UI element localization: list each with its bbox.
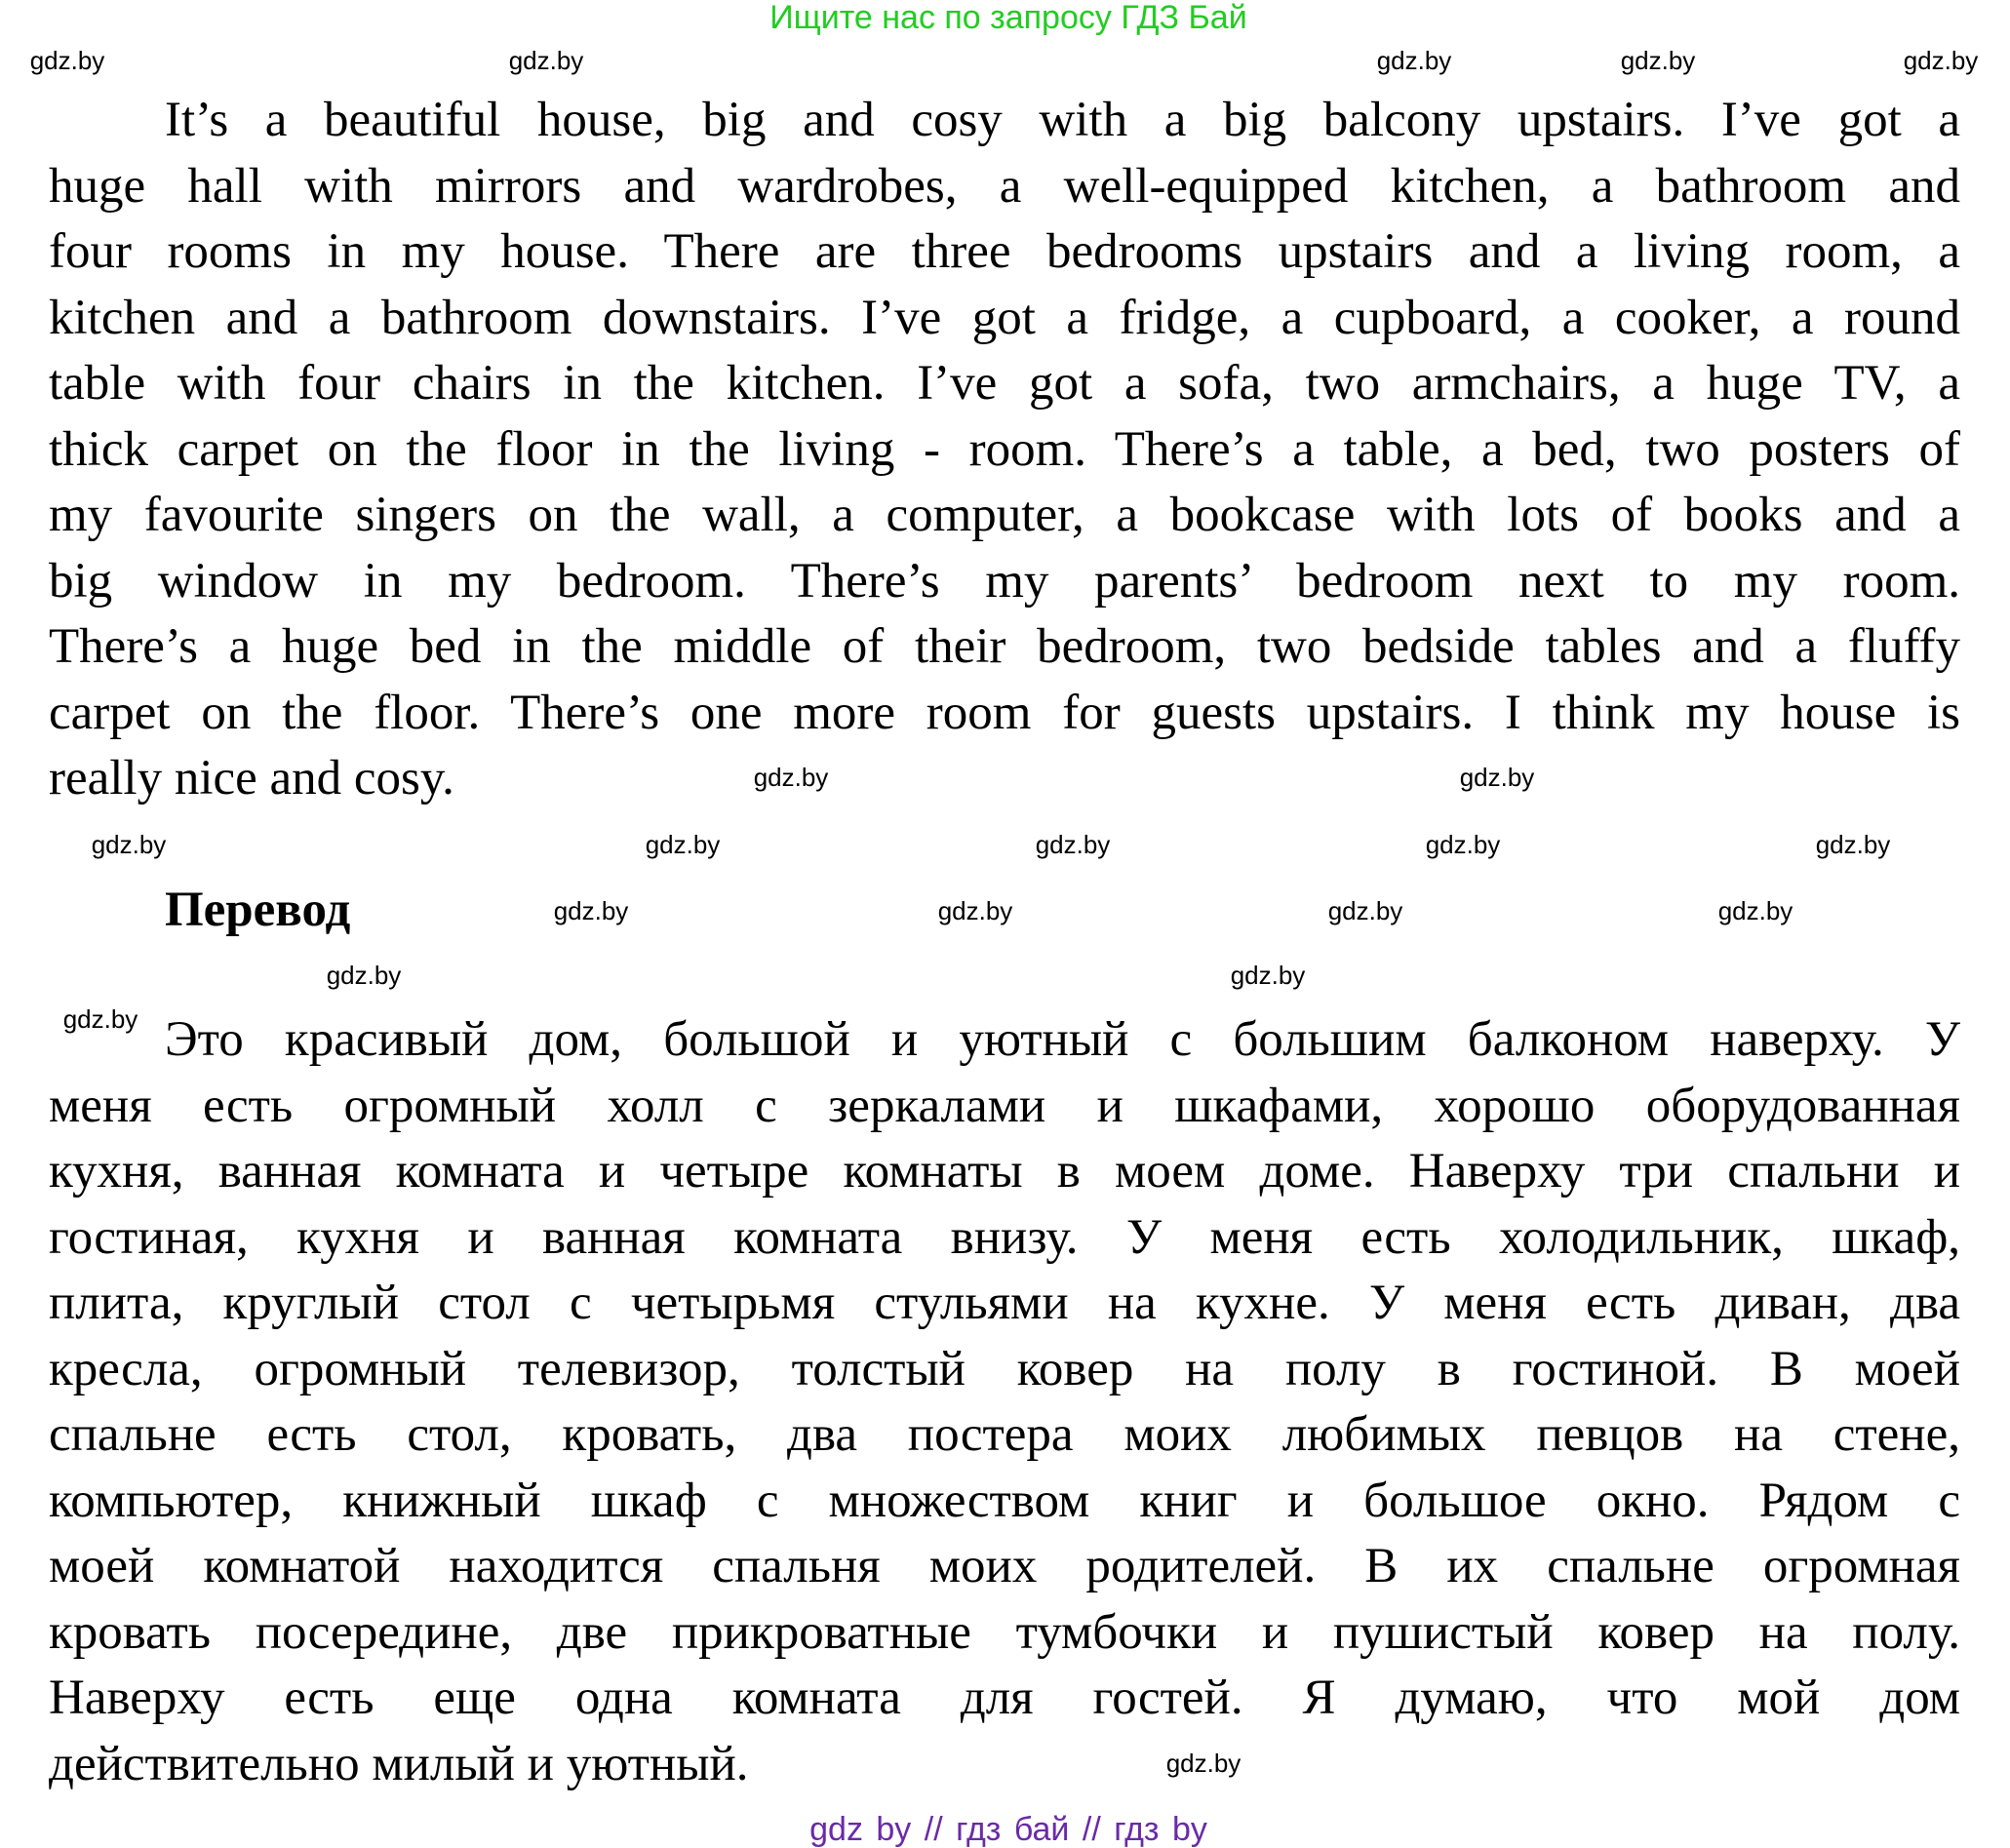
text-line: thick carpet on the floor in the living - room. There’s a table, a bed, two posters of	[49, 421, 1960, 477]
text-line: There’s a huge bed in the middle of their bedroom, two bedside tables and a fluffy	[49, 619, 1960, 674]
watermark: gdz.by	[1035, 830, 1111, 859]
text-line: big window in my bedroom. There’s my parents’ bedroom next to my room.	[49, 553, 1960, 609]
watermark: gdz.by	[1815, 830, 1891, 859]
text-line: Это красивый дом, большой и уютный с большим балконом наверху. У	[165, 1012, 1960, 1067]
watermark: gdz.by	[553, 896, 629, 925]
text-line: плита, круглый стол с четырьмя стульями на кухне. У меня есть диван, два	[49, 1276, 1960, 1330]
text-line: моей комнатой находится спальня моих родителей. В их спальне огромная	[49, 1539, 1960, 1593]
footer-site-links: gdz by // гдз бай // гдз by	[809, 1811, 1207, 1848]
watermark: gdz.by	[1327, 896, 1403, 925]
watermark: gdz.by	[645, 830, 721, 859]
watermark: gdz.by	[1376, 46, 1452, 75]
text-line: really nice and cosy.	[49, 751, 454, 806]
text-line: действительно милый и уютный.	[49, 1736, 749, 1791]
text-line: спальне есть стол, кровать, два постера моих любимых певцов на стене,	[49, 1407, 1960, 1462]
watermark: gdz.by	[1717, 896, 1793, 925]
text-line: кресла, огромный телевизор, толстый ковер на полу в гостиной. В моей	[49, 1341, 1960, 1396]
watermark: gdz.by	[1903, 46, 1979, 75]
text-line: Наверху есть еще одна комната для гостей. Я думаю, что мой дом	[49, 1671, 1960, 1725]
text-line: my favourite singers on the wall, a computer, a bookcase with lots of books and a	[49, 488, 1960, 542]
text-line: меня есть огромный холл с зеркалами и шкафами, хорошо оборудованная	[49, 1078, 1960, 1133]
watermark: gdz.by	[1230, 961, 1306, 990]
text-line: kitchen and a bathroom downstairs. I’ve got a fridge, a cupboard, a cooker, a round	[49, 290, 1960, 345]
text-line: four rooms in my house. There are three bedrooms upstairs and a living room, a	[49, 224, 1960, 279]
text-line: table with four chairs in the kitchen. I’ve got a sofa, two armchairs, a huge TV, a	[49, 356, 1960, 411]
watermark: gdz.by	[753, 763, 829, 792]
text-line: It’s a beautiful house, big and cosy with a big balcony upstairs. I’ve got a	[165, 93, 1960, 147]
watermark: gdz.by	[62, 1004, 138, 1034]
watermark: gdz.by	[508, 46, 584, 75]
watermark: gdz.by	[1620, 46, 1696, 75]
watermark: gdz.by	[937, 896, 1013, 925]
watermark: gdz.by	[1459, 763, 1535, 792]
search-hint-banner: Ищите нас по запросу ГДЗ Бай	[769, 0, 1247, 36]
watermark: gdz.by	[1425, 830, 1501, 859]
translation-heading: Перевод	[165, 883, 351, 937]
text-line: кровать посередине, две прикроватные тумбочки и пушистый ковер на полу.	[49, 1604, 1960, 1660]
watermark: gdz.by	[91, 830, 167, 859]
text-line: huge hall with mirrors and wardrobes, a well-equipped kitchen, a bathroom and	[49, 158, 1960, 214]
watermark: gdz.by	[1165, 1749, 1241, 1778]
watermark: gdz.by	[29, 46, 105, 75]
text-line: компьютер, книжный шкаф с множеством книг и большое окно. Рядом с	[49, 1473, 1960, 1528]
text-line: carpet on the floor. There’s one more room for guests upstairs. I think my house is	[49, 685, 1960, 740]
watermark: gdz.by	[326, 961, 402, 990]
text-line: гостиная, кухня и ванная комната внизу. У меня есть холодильник, шкаф,	[49, 1209, 1960, 1265]
text-line: кухня, ванная комната и четыре комнаты в моем доме. Наверху три спальни и	[49, 1144, 1960, 1199]
